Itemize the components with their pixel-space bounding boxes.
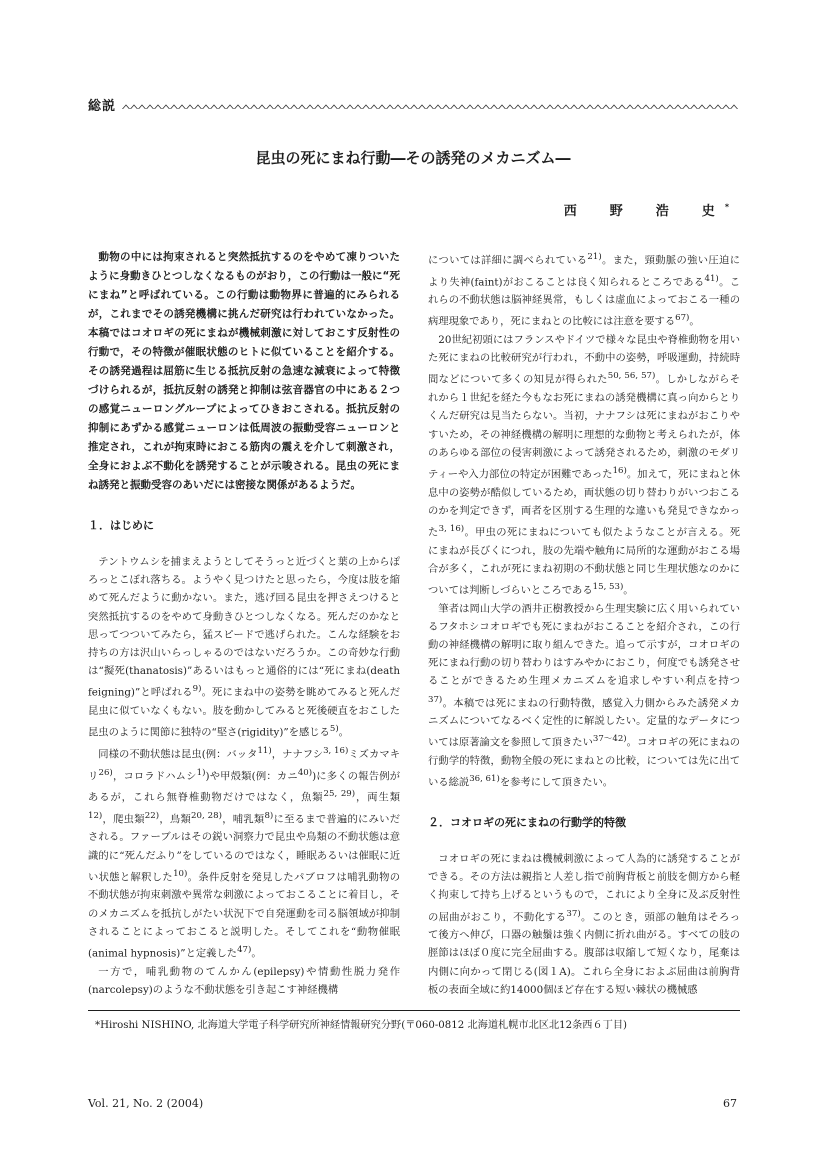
right-paragraph-3: 筆者は岡山大学の酒井正樹教授から生理実験に広く用いられているフタホシコオロギでも死にまねがおこることを紹介され，この行動の神経機構の解明に取り組んできた。追って示すが，コオロギの死にまね行動の切り替わりはすみやかにおこり，何度でも誘発させることができるため生理メカニズムを追求しやすい利点を持つ$^{37)}$。本稿では死にまねの行動特徴，感覚入力側からみた誘発メカニズムについてなるべく定性的に解説したい。定量的なデータについては原著論文を参照して頂きたい$^{37〜42)}$。コオロギの死にまねの行動学的特徴，動物全般の死にまねとの比較，については先に出ている総説$^{36, 61)}$を参考にして頂きたい。 [428, 602, 741, 789]
page-number: 67 [723, 1097, 737, 1110]
diamond-ornament [259, 105, 266, 109]
diamond-ornament [523, 105, 530, 109]
diamond-ornament [315, 105, 322, 109]
diamond-ornament [227, 105, 234, 109]
diamond-ornament [459, 105, 466, 109]
right-column [428, 248, 740, 999]
diamond-ornament [611, 105, 618, 109]
diamond-ornament [323, 105, 330, 109]
diamond-ornament [219, 105, 226, 109]
diamond-ornament [363, 105, 370, 109]
diamond-ornament [435, 105, 442, 109]
diamond-ornament [299, 105, 306, 109]
diamond-ornament [699, 105, 706, 109]
diamond-ornament [539, 105, 546, 109]
diamond-ornament [267, 105, 274, 109]
right-paragraph-1: については詳細に調べられている$^{21)}$。また，頸動脈の強い圧迫により失神(faint)がおこることは良く知られるところである$^{41)}$。これらの不動状態は脳神経異常，もしくは虚血によっておこる一種の病理現象であり，死にまねとの比較には注意を要する$^{67)}$。 [428, 252, 741, 328]
author-affiliation-footnote: *Hiroshi NISHINO, 北海道大学電子科学研究所神経情報研究分野(〒060-0812 北海道札幌市北区北12条西６丁目) [95, 1020, 628, 1031]
diamond-ornament [179, 105, 186, 109]
diamond-ornament [723, 105, 730, 109]
diamond-ornament [123, 105, 130, 109]
diamond-ornament [291, 105, 298, 109]
diamond-ornament [419, 105, 426, 109]
diamond-ornament [467, 105, 474, 109]
diamond-ornament [443, 105, 450, 109]
footnote-divider [88, 1010, 740, 1011]
diamond-ornament [475, 105, 482, 109]
diamond-ornament [275, 105, 282, 109]
diamond-ornament [651, 105, 658, 109]
section-heading-intro: １．はじめに [88, 519, 154, 532]
diamond-ornament [331, 105, 338, 109]
abstract: 動物の中には拘束されると突然抵抗するのをやめて凍りついたように身動きひとつしなくなるものがおり，この行動は一般に“死にまね”と呼ばれている。この行動は動物界に普遍的にみられるが，これまでその誘発機構に挑んだ研究は行われていなかった。本稿ではコオロギの死にまねが機械刺激に対しておこす反射性の行動で，その特徴が催眠状態のヒトに似ていることを紹介する。その誘発過程は屈筋に生じる抵抗反射の急速な減衰によって特徴づけられるが，抵抗反射の誘発と抑制は弦音器官の中にある２つの感覚ニューロングループによってひきおこされる。抵抗反射の抑制にあずかる感覚ニューロンは低周波の振動受容ニューロンと推定され，これが拘束時におこる筋肉の震えを介して刺激され，全身におよぶ不動化を誘発することが示唆される。昆虫の死にまね誘発と振動受容のあいだには密接な関係があるようだ。 [88, 251, 400, 491]
diamond-ornament [131, 105, 138, 109]
diamond-ornament [619, 105, 626, 109]
diamond-ornament [395, 105, 402, 109]
diamond-ornament [155, 105, 162, 109]
diamond-ornament [203, 105, 210, 109]
journal-volume: Vol. 21, No. 2 (2004) [88, 1097, 204, 1110]
diamond-ornament [379, 105, 386, 109]
diamond-ornament [211, 105, 218, 109]
diamond-ornament [355, 105, 362, 109]
left-column [88, 248, 400, 999]
diamond-ornament [371, 105, 378, 109]
diamond-ornament [387, 105, 394, 109]
diamond-ornament [403, 105, 410, 109]
diamond-ornament [587, 105, 594, 109]
diamond-ornament [635, 105, 642, 109]
diamond-ornament [491, 105, 498, 109]
intro-paragraph-3: 一方で，哺乳動物のてんかん(epilepsy)や情動性脱力発作(narcolepsy)のような不動状態を引き起こす神経機構 [88, 965, 400, 996]
diamond-ornament [555, 105, 562, 109]
diamond-ornament [307, 105, 314, 109]
diamond-ornament [571, 105, 578, 109]
diamond-ornament [707, 105, 714, 109]
diamond-ornament [283, 105, 290, 109]
diamond-ornament [683, 105, 690, 109]
diamond-ornament [411, 105, 418, 109]
diamond-ornament [715, 105, 722, 109]
diamond-ornament [171, 105, 178, 109]
right-paragraph-2: 20世紀初頭にはフランスやドイツで様々な昆虫や脊椎動物を用いた死にまねの比較研究が行われ，不動中の姿勢，呼吸運動，持続時間などについて多くの知見が得られた$^{50, 56, 57)}$。しかしながらそれから１世紀を経た今もなお死にまねの誘発機構に真っ向からとりくんだ研究は見当たらない。当初，ナナフシは死にまねがおこりやすいため，その神経機構の解明に理想的な動物と考えられたが，体のあらゆる部位の侵害刺激によって誘発されるため，刺激のモダリティーや入力部位の特定が困難であった$^{16)}$。加えて，死にまねと休息中の姿勢が酷似しているため，両状態の切り替わりがいつおこるのかを判定できず，両者を区別する生理的な違いも発見できなかった$^{3, 16)}$。甲虫の死にまねについても似たようなことが言える。死にまねが長びくにつれ，肢の先端や触角に局所的な運動がおこる場合が多く，これが死にまね初期の不動状態と同じ生理状態なのかについては判断しづらいところである$^{15, 53)}$。 [428, 334, 741, 597]
section-heading-behavior: ２．コオロギの死にまねの行動学的特徴 [428, 815, 626, 829]
diamond-ornament [595, 105, 602, 109]
author-name: 西 野 浩 史* [563, 202, 729, 219]
behavior-paragraph-1: コオロギの死にまねは機械刺激によって人為的に誘発することができる。その方法は親指と人差し指で前胸背板と前肢を側方から軽く拘束して持ち上げるというもので，これにより全身に及ぶ反射性の屈曲がおこり，不動化する$^{37)}$。このとき，頭部の触角はそろって後方へ伸び，口器の触鬚は強く内側に折れ曲がる。すべての肢の脛節はほぼ０度に完全屈曲する。腹部は収縮して短くなり，尾棄は内側に向かって閉じる(図１A)。これら全身におよぶ屈曲は前胸背板の表面全域に約14000個ほど存在する短い棘状の機械感 [428, 852, 740, 996]
article-title: 昆虫の死にまね行動―その誘発のメカニズム― [255, 149, 571, 167]
diamond-ornament [147, 105, 154, 109]
diamond-ornament [347, 105, 354, 109]
diamond-ornament [659, 105, 666, 109]
diamond-ornament [515, 105, 522, 109]
diamond-ornament [339, 105, 346, 109]
diamond-ornament [603, 105, 610, 109]
diamond-ornament [731, 105, 738, 109]
diamond-ornament [579, 105, 586, 109]
diamond-ornament [451, 105, 458, 109]
diamond-ornament [163, 105, 170, 109]
diamond-ornament [531, 105, 538, 109]
diamond-ornament [499, 105, 506, 109]
section-tag [88, 93, 738, 115]
section-label: 総説 [88, 98, 117, 114]
diamond-ornament [643, 105, 650, 109]
diamond-ornament [187, 105, 194, 109]
intro-paragraph-2: 同様の不動状態は昆虫(例：バッタ$^{11)}$，ナナフシ$^{3, 16)}$ミズカマキリ$^{26)}$，コロラドハムシ$^{1)}$)や甲殻類(例：カニ$^{40)}$)に多くの報告例があるが，これら無脊椎動物だけではなく，魚類$^{25, 29)}$，両生類$^{12)}$，爬虫類$^{22)}$，鳥類$^{20, 28)}$，哺乳類$^{8)}$に至るまで普遍的にみいだされる。ファーブルはその鋭い洞察力で昆虫や鳥類の不動状態は意識的に“死んだふり”をしているのではなく，睡眠あるいは催眠に近い状態と解釈した$^{10)}$。条件反射を発見したパブロフは哺乳動物の不動状態が拘束刺激や異常な刺激によっておこることに着目し，そのメカニズムを抵抗しがたい状況下で自発運動を司る脳領域が抑制されることによっておこると説明した。そしてこれを“動物催眠(animal hypnosis)”と定義した$^{47)}$。 [88, 745, 401, 960]
diamond-ornament [667, 105, 674, 109]
diamond-ornament [675, 105, 682, 109]
diamond-ornament [251, 105, 258, 109]
diamond-ornament [235, 105, 242, 109]
diamond-ornament [483, 105, 490, 109]
diamond-ornament [627, 105, 634, 109]
diamond-ornament [139, 105, 146, 109]
diamond-ornament [195, 105, 202, 109]
diamond-ornament [547, 105, 554, 109]
intro-paragraph-1: テントウムシを捕まえようとしてそうっと近づくと葉の上からぽろっとこぼれ落ちる。ようやく見つけたと思ったら，今度は肢を縮めて死んだように動かない。また，逃げ回る昆虫を押さえつけると突然抵抗するのをやめて身動きひとつしなくなる。死んだのかなと思ってつついてみたら，猛スピードで逃げられた。こんな経験をお持ちの方は沢山いらっしゃるのではないだろうか。この奇妙な行動は“擬死(thanatosis)”あるいはもっと通俗的には“死にまね(death feigning)”と呼ばれる$^{9)}$。死にまね中の姿勢を眺めてみると死んだ昆虫に似ていなくもない。肢を動かしてみると死後硬直をおこした昆虫のように関節に独特の“堅さ(rigidity)”を感じる$^{5)}$。 [88, 556, 401, 739]
diamond-ornament [507, 105, 514, 109]
decorative-diamond-rule [122, 99, 738, 109]
diamond-ornament [243, 105, 250, 109]
diamond-ornament [427, 105, 434, 109]
diamond-ornament [691, 105, 698, 109]
diamond-ornament [563, 105, 570, 109]
